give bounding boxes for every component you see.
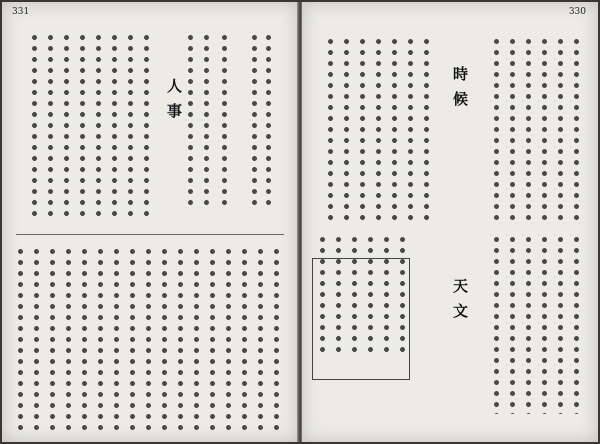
text-column-glyphs [33, 246, 40, 434]
section-heading-jinji: 人事 [165, 78, 183, 128]
boxed-note [312, 258, 410, 380]
text-column-glyphs [407, 36, 414, 224]
text-column [192, 246, 201, 434]
text-column [492, 36, 501, 224]
text-column-glyphs [557, 234, 564, 414]
text-column [524, 36, 533, 224]
text-column-glyphs [251, 32, 258, 208]
text-column-glyphs [273, 246, 280, 434]
text-column [342, 36, 351, 224]
text-column-glyphs [177, 246, 184, 434]
text-column-glyphs [241, 246, 248, 434]
text-column [128, 246, 137, 434]
text-column [556, 234, 565, 414]
section-heading-tenmon: 天文 [451, 278, 469, 328]
text-column-glyphs [111, 32, 118, 220]
text-column-glyphs [493, 36, 500, 224]
text-column-glyphs [557, 36, 564, 224]
text-column [406, 36, 415, 224]
text-column [112, 246, 121, 434]
text-column [524, 234, 533, 414]
text-column-glyphs [65, 246, 72, 434]
text-column [240, 246, 249, 434]
left-page-number: 331 [12, 7, 30, 17]
text-column-glyphs [327, 36, 334, 224]
text-column-glyphs [525, 36, 532, 224]
text-column-glyphs [265, 32, 272, 208]
text-column-glyphs [145, 246, 152, 434]
text-column [64, 246, 73, 434]
text-column-glyphs [509, 36, 516, 224]
section-divider [16, 234, 284, 235]
text-column [110, 32, 119, 220]
text-column-glyphs [375, 36, 382, 224]
text-column [508, 234, 517, 414]
text-column-glyphs [81, 246, 88, 434]
text-column [540, 36, 549, 224]
text-column [220, 32, 229, 208]
text-column [358, 36, 367, 224]
text-column [80, 246, 89, 434]
text-column-glyphs [257, 246, 264, 434]
text-column-glyphs [221, 32, 228, 208]
text-column [186, 32, 195, 208]
text-column [32, 246, 41, 434]
right-page [302, 2, 598, 442]
text-column-glyphs [113, 246, 120, 434]
text-column [492, 234, 501, 414]
text-column-glyphs [49, 246, 56, 434]
text-column [272, 246, 281, 434]
text-column-glyphs [95, 32, 102, 220]
text-column-glyphs [573, 36, 580, 224]
text-column [422, 36, 431, 224]
text-column [16, 246, 25, 434]
text-column-glyphs [203, 32, 210, 208]
text-column [250, 32, 259, 208]
text-column-glyphs [129, 246, 136, 434]
left-page [2, 2, 298, 442]
text-column [62, 32, 71, 220]
text-column [160, 246, 169, 434]
text-column [202, 32, 211, 208]
right-page-number: 330 [568, 7, 586, 17]
text-column [46, 32, 55, 220]
text-column [208, 246, 217, 434]
text-column-glyphs [187, 32, 194, 208]
text-column [126, 32, 135, 220]
text-column [572, 234, 581, 414]
text-column-glyphs [359, 36, 366, 224]
text-column-glyphs [63, 32, 70, 220]
text-column-glyphs [509, 234, 516, 414]
text-column-glyphs [423, 36, 430, 224]
section-heading-jikou: 時候 [451, 66, 469, 116]
text-column-glyphs [161, 246, 168, 434]
text-column-glyphs [225, 246, 232, 434]
text-column [224, 246, 233, 434]
text-column [264, 32, 273, 208]
text-column [142, 32, 151, 220]
book-spread [2, 2, 598, 442]
text-column [94, 32, 103, 220]
text-column-glyphs [143, 32, 150, 220]
text-column-glyphs [541, 36, 548, 224]
text-column [508, 36, 517, 224]
text-column [176, 246, 185, 434]
text-column [540, 234, 549, 414]
text-column-glyphs [493, 234, 500, 414]
text-column [374, 36, 383, 224]
text-column [96, 246, 105, 434]
text-column [390, 36, 399, 224]
text-column [326, 36, 335, 224]
text-column-glyphs [31, 32, 38, 220]
text-column [78, 32, 87, 220]
text-column-glyphs [193, 246, 200, 434]
text-column-glyphs [343, 36, 350, 224]
text-column-glyphs [209, 246, 216, 434]
text-column [144, 246, 153, 434]
text-column-glyphs [17, 246, 24, 434]
text-column-glyphs [391, 36, 398, 224]
text-column-glyphs [127, 32, 134, 220]
text-column [256, 246, 265, 434]
text-column [556, 36, 565, 224]
text-column [572, 36, 581, 224]
text-column-glyphs [525, 234, 532, 414]
text-column-glyphs [47, 32, 54, 220]
text-column-glyphs [97, 246, 104, 434]
text-column-glyphs [573, 234, 580, 414]
text-column-glyphs [541, 234, 548, 414]
text-column-glyphs [79, 32, 86, 220]
text-column [30, 32, 39, 220]
text-column [48, 246, 57, 434]
